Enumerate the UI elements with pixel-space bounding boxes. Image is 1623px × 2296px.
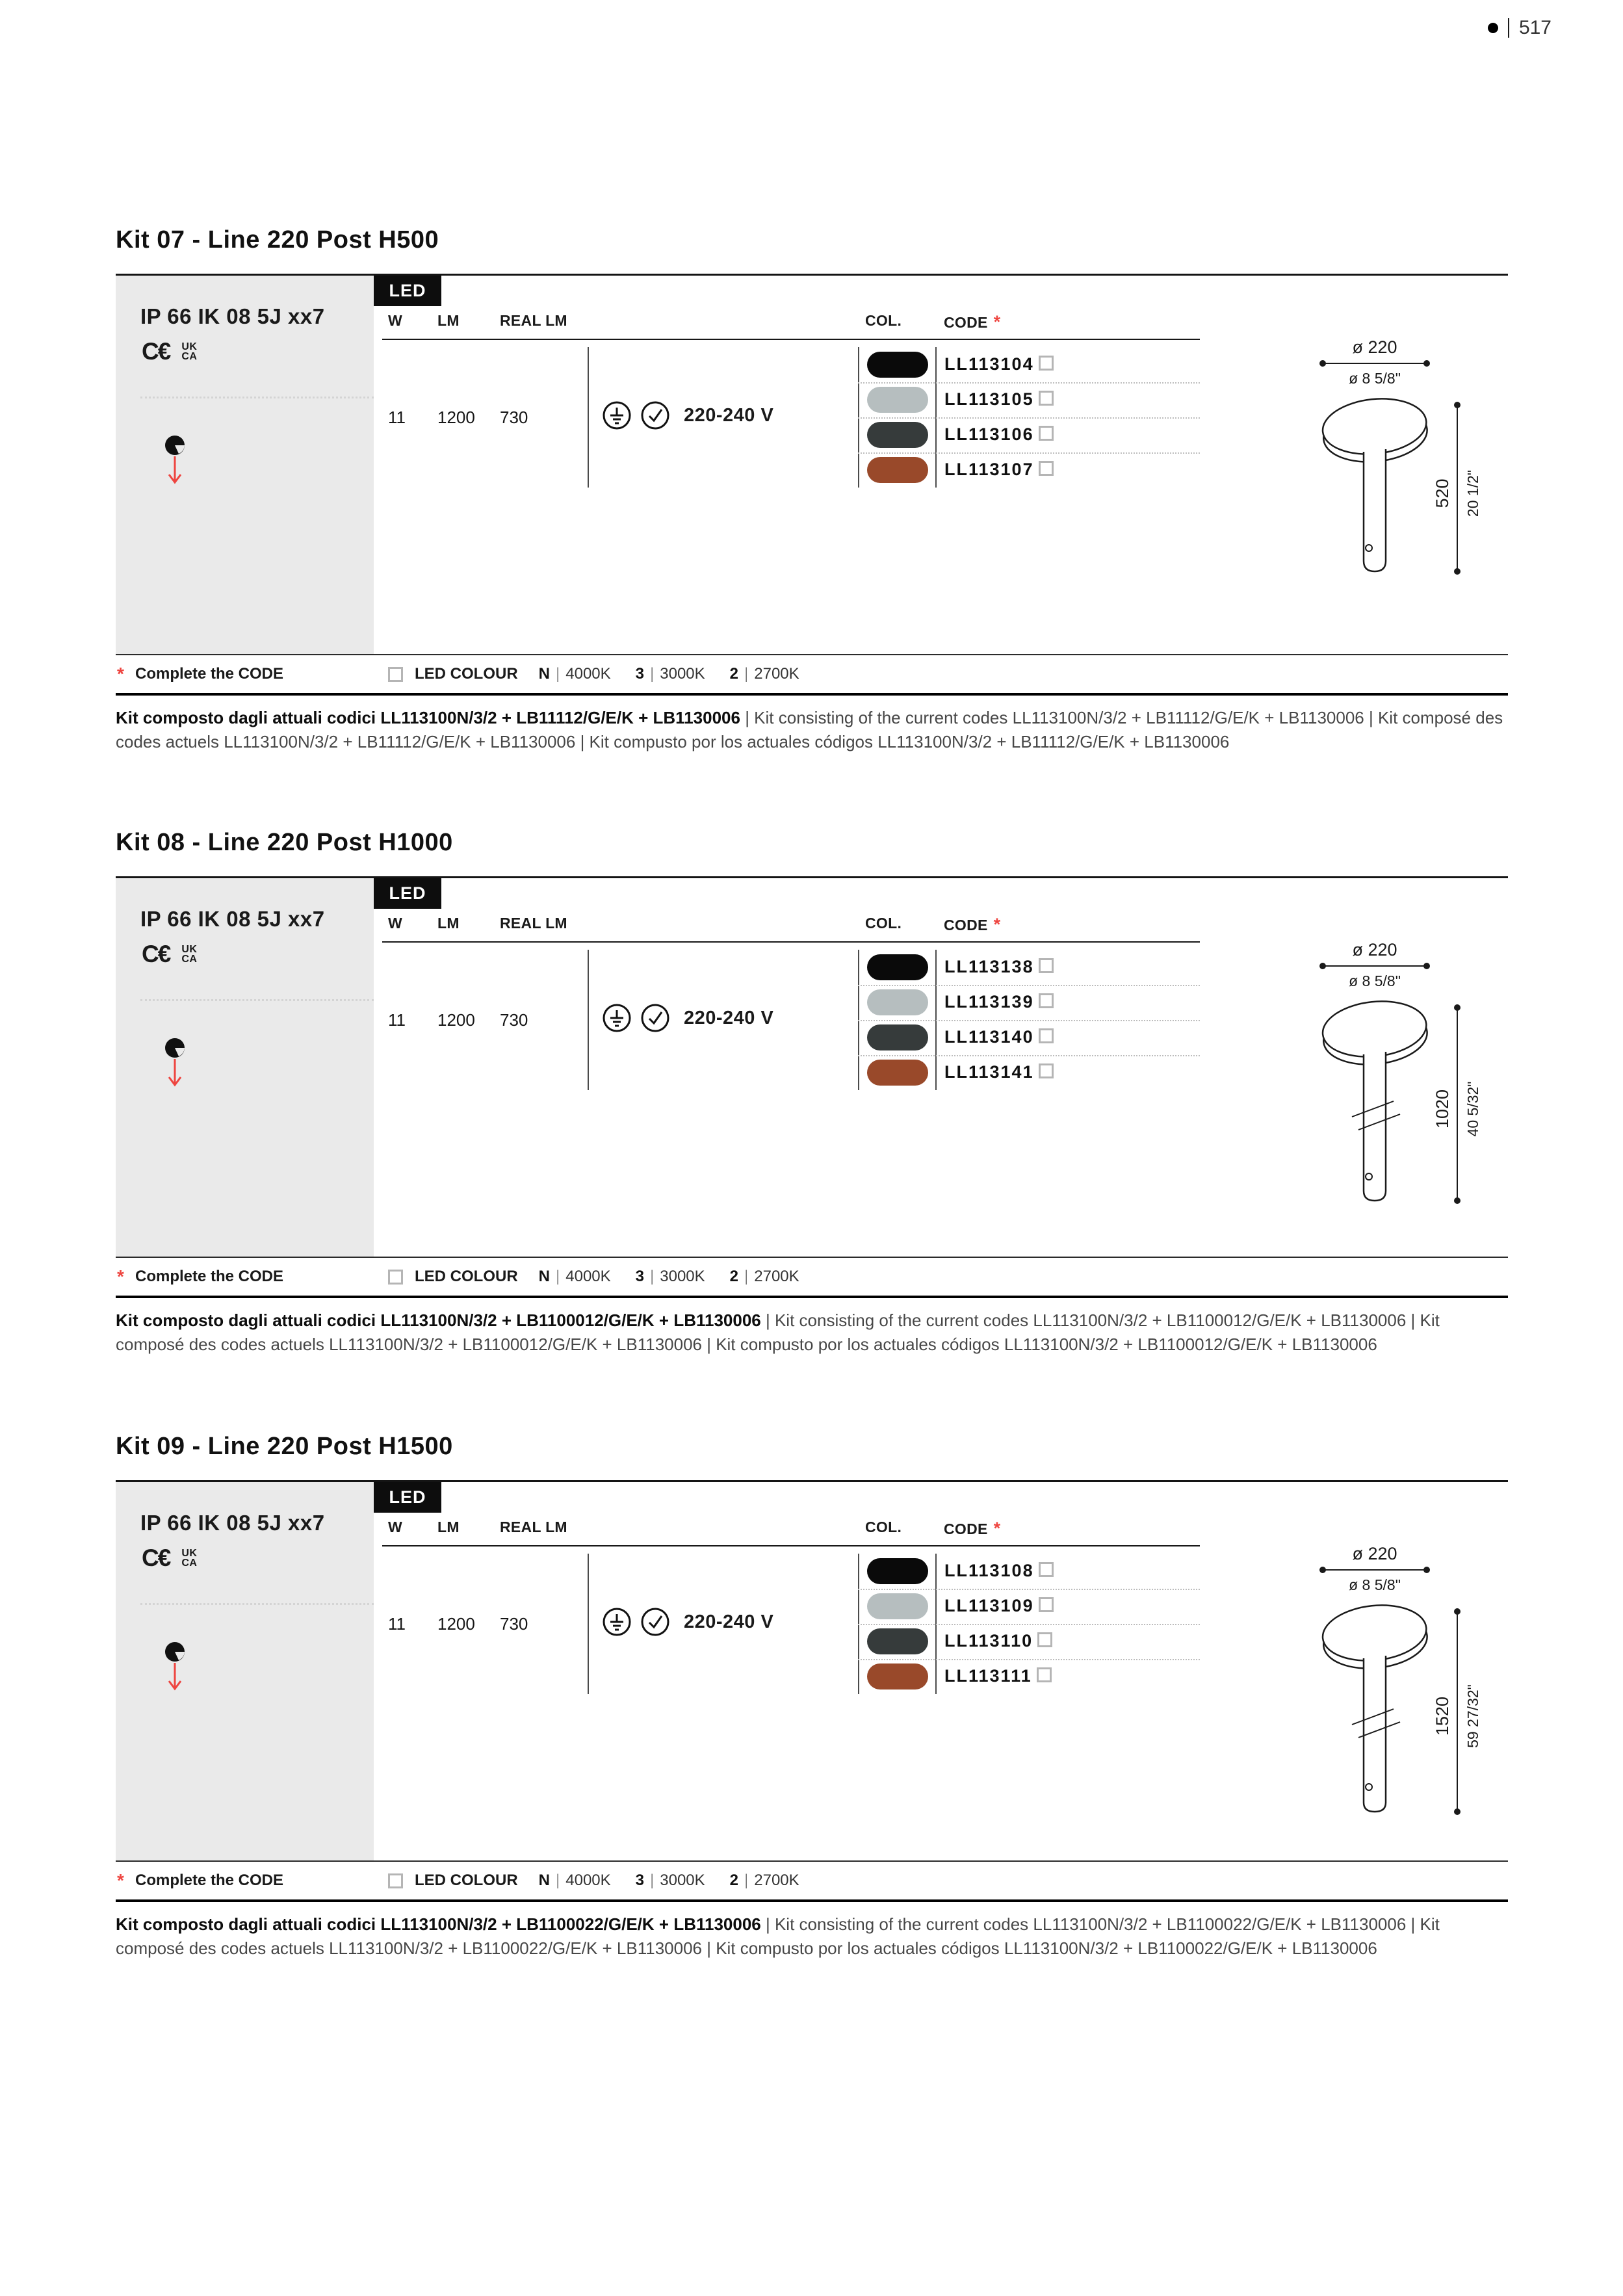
product-code: LL113108 — [944, 1561, 1054, 1581]
col-header-lm: LM — [437, 312, 460, 329]
divider — [858, 417, 1200, 419]
col-header-w: W — [388, 312, 403, 329]
led-badge: LED — [374, 878, 441, 909]
product-code: LL113109 — [944, 1596, 1054, 1616]
colour-option: 3 | 3000K — [635, 1872, 705, 1889]
col-header-colour: COL. — [865, 1519, 902, 1535]
dimension-drawing — [1293, 940, 1508, 1223]
complete-code-bar — [116, 654, 1508, 696]
divider — [1508, 18, 1509, 38]
colour-swatch — [867, 954, 928, 980]
colour-swatch — [867, 422, 928, 448]
led-colour-label: LED COLOUR — [415, 665, 518, 683]
product-code: LL113110 — [944, 1631, 1052, 1651]
code-placeholder-box — [1039, 1562, 1054, 1577]
voltage: 220-240 V — [684, 404, 774, 426]
colour-option: 3 | 3000K — [635, 665, 705, 683]
colour-swatch — [867, 352, 928, 378]
real-lumen-value: 730 — [500, 1614, 528, 1634]
colour-swatch — [867, 1024, 928, 1050]
variant-row — [858, 1020, 1202, 1055]
kit-09-section — [116, 1432, 1508, 1961]
required-asterisk: * — [993, 915, 1001, 934]
variant-row — [858, 1055, 1202, 1090]
variant-row — [858, 1624, 1202, 1659]
approval-check-icon — [640, 400, 670, 430]
class1-earth-icon — [602, 1607, 632, 1637]
divider — [140, 999, 374, 1001]
variant-row — [858, 1589, 1202, 1624]
code-placeholder-box — [1039, 426, 1054, 441]
height-in-label: 20 1/2" — [1464, 469, 1481, 517]
product-code: LL113141 — [944, 1062, 1054, 1082]
col-header-real-lm: REAL LM — [500, 1519, 567, 1535]
kit-title: Kit 09 - Line 220 Post H1500 — [116, 1433, 453, 1460]
kit-description: Kit composto dagli attuali codici LL113100N/3/2 + LB1100012/G/E/K + LB1130006 | Kit consisting of the current codes LL113100N/3/2 + LB1100012/G/E/K + LB1130006 | Kit composé des codes actuels LL113100N/3/2 + LB1100012/G/E/K + LB1130006 | Kit compusto por los actuales códigos LL113100N/3/2 + LB1100012/G/E/K + LB1130006 — [116, 1311, 1440, 1354]
code-placeholder-box — [1039, 1597, 1054, 1612]
divider — [858, 985, 1200, 986]
wattage-value: 11 — [388, 1010, 406, 1030]
colour-option: 2 | 2700K — [729, 665, 799, 683]
wattage-value: 11 — [388, 1614, 406, 1634]
led-colour-label: LED COLOUR — [415, 1872, 518, 1889]
spec-table — [116, 876, 1508, 1257]
required-asterisk: * — [993, 1519, 1001, 1538]
voltage: 220-240 V — [684, 1611, 774, 1632]
ukca-mark-icon: UK CA — [181, 1548, 198, 1569]
led-colour-options — [388, 1872, 815, 1890]
height-mm-label: 1020 — [1433, 1089, 1452, 1129]
colour-swatch — [867, 1628, 928, 1654]
kit-07-section — [116, 226, 1508, 754]
kit-title: Kit 07 - Line 220 Post H500 — [116, 226, 439, 254]
divider — [858, 1020, 1200, 1021]
colour-swatch — [867, 1558, 928, 1584]
led-badge: LED — [374, 1482, 441, 1513]
electrical-info — [602, 1003, 773, 1033]
product-code: LL113107 — [944, 460, 1054, 480]
led-badge: LED — [374, 276, 441, 306]
class1-earth-icon — [602, 1003, 632, 1033]
complete-code-bar — [116, 1860, 1508, 1902]
code-placeholder-box — [1039, 958, 1054, 973]
complete-code-bar — [116, 1257, 1508, 1298]
kit-description: Kit composto dagli attuali codici LL113100N/3/2 + LB11112/G/E/K + LB1130006 | Kit consisting of the current codes LL113100N/3/2 + LB11112/G/E/K + LB1130006 | Kit composé des codes actuels LL113100N/3/2 + LB11112/G/E/K + LB1130006 | Kit compusto por los actuales códigos LL113100N/3/2 + LB11112/G/E/K + LB1130006 — [116, 708, 1503, 751]
approval-check-icon — [640, 1607, 670, 1637]
colour-option: N | 4000K — [538, 1268, 611, 1285]
col-header-code: CODE * — [944, 312, 1001, 332]
real-lumen-value: 730 — [500, 408, 528, 427]
required-asterisk: * — [117, 664, 124, 684]
page-header — [1488, 17, 1552, 39]
rating-panel — [116, 1482, 374, 1860]
product-code: LL113139 — [944, 992, 1054, 1012]
page-number: 517 — [1518, 17, 1552, 38]
code-placeholder-box — [1039, 391, 1054, 406]
variant-row — [858, 985, 1202, 1020]
ukca-mark-icon: UK CA — [181, 341, 198, 362]
diameter-in-label: ø 8 5/8" — [1349, 972, 1401, 989]
colour-option: 3 | 3000K — [635, 1268, 705, 1285]
diameter-in-label: ø 8 5/8" — [1349, 1576, 1401, 1593]
height-mm-label: 1520 — [1433, 1696, 1452, 1736]
colour-option: 2 | 2700K — [729, 1872, 799, 1889]
product-code: LL113138 — [944, 957, 1054, 977]
code-placeholder-box — [388, 667, 403, 682]
colour-swatch — [867, 1060, 928, 1086]
lumen-value: 1200 — [437, 1010, 475, 1030]
rating-panel — [116, 276, 374, 654]
col-header-colour: COL. — [865, 915, 902, 932]
col-header-real-lm: REAL LM — [500, 312, 567, 329]
colour-swatch — [867, 387, 928, 413]
section-dot-icon — [1488, 23, 1498, 33]
height-in-label: 40 5/32" — [1464, 1081, 1481, 1137]
ip-rating: IP 66 IK 08 5J xx7 — [140, 304, 325, 328]
product-code: LL113104 — [944, 354, 1054, 374]
diameter-mm-label: ø 220 — [1352, 940, 1397, 959]
required-asterisk: * — [117, 1266, 124, 1286]
colour-option: 2 | 2700K — [729, 1268, 799, 1285]
variant-row — [858, 1554, 1202, 1589]
code-placeholder-box — [1039, 1063, 1054, 1078]
electrical-info — [602, 400, 773, 430]
code-placeholder-box — [1039, 461, 1054, 476]
divider — [588, 1554, 589, 1694]
product-code: LL113111 — [944, 1666, 1052, 1686]
direct-light-icon — [162, 1037, 187, 1095]
product-code: LL113106 — [944, 424, 1054, 445]
variant-row — [858, 347, 1202, 382]
led-colour-options — [388, 1268, 815, 1286]
divider — [858, 452, 1200, 454]
colour-swatch — [867, 1593, 928, 1619]
colour-swatch — [867, 1663, 928, 1689]
variant-row — [858, 417, 1202, 452]
divider — [382, 941, 1200, 943]
class1-earth-icon — [602, 400, 632, 430]
divider — [858, 1624, 1200, 1625]
electrical-info — [602, 1607, 773, 1637]
direct-light-icon — [162, 434, 187, 493]
complete-code-label: Complete the CODE — [135, 1872, 284, 1889]
height-in-label: 59 27/32" — [1464, 1684, 1481, 1748]
divider — [858, 382, 1200, 384]
ce-mark-icon: C€ — [142, 941, 170, 967]
rating-panel — [116, 878, 374, 1257]
col-header-w: W — [388, 1519, 403, 1535]
voltage: 220-240 V — [684, 1007, 774, 1028]
col-header-w: W — [388, 915, 403, 932]
height-mm-label: 520 — [1433, 478, 1452, 508]
product-code: LL113105 — [944, 389, 1054, 410]
product-code: LL113140 — [944, 1027, 1054, 1047]
diameter-mm-label: ø 220 — [1352, 337, 1397, 357]
colour-swatch — [867, 457, 928, 483]
required-asterisk: * — [117, 1870, 124, 1890]
col-header-lm: LM — [437, 915, 460, 932]
divider — [858, 1589, 1200, 1590]
kit-title: Kit 08 - Line 220 Post H1000 — [116, 829, 453, 856]
lumen-value: 1200 — [437, 1614, 475, 1634]
col-header-code: CODE * — [944, 1519, 1001, 1538]
approval-check-icon — [640, 1003, 670, 1033]
code-placeholder-box — [388, 1270, 403, 1285]
led-colour-label: LED COLOUR — [415, 1268, 518, 1285]
diameter-mm-label: ø 220 — [1352, 1544, 1397, 1563]
certification-marks — [142, 941, 197, 968]
code-placeholder-box — [1037, 1667, 1052, 1682]
ce-mark-icon: C€ — [142, 1545, 170, 1571]
divider — [382, 1545, 1200, 1546]
complete-code-label: Complete the CODE — [135, 665, 284, 683]
spec-table — [116, 1480, 1508, 1860]
ip-rating: IP 66 IK 08 5J xx7 — [140, 1511, 325, 1535]
colour-option: N | 4000K — [538, 665, 611, 683]
ce-mark-icon: C€ — [142, 338, 170, 365]
colour-swatch — [867, 989, 928, 1015]
divider — [588, 950, 589, 1090]
certification-marks — [142, 338, 197, 365]
divider — [588, 347, 589, 488]
dimension-drawing — [1293, 337, 1508, 591]
code-placeholder-box — [1039, 993, 1054, 1008]
ip-rating: IP 66 IK 08 5J xx7 — [140, 907, 325, 931]
code-placeholder-box — [388, 1873, 403, 1888]
col-header-real-lm: REAL LM — [500, 915, 567, 932]
complete-code-label: Complete the CODE — [135, 1268, 284, 1285]
spec-table — [116, 274, 1508, 654]
ukca-mark-icon: UK CA — [181, 944, 198, 965]
dimension-drawing — [1293, 1544, 1508, 1827]
required-asterisk: * — [993, 312, 1001, 332]
variant-row — [858, 452, 1202, 488]
lumen-value: 1200 — [437, 408, 475, 427]
colour-option: N | 4000K — [538, 1872, 611, 1889]
variant-row — [858, 1659, 1202, 1694]
direct-light-icon — [162, 1641, 187, 1699]
divider — [140, 397, 374, 398]
divider — [140, 1603, 374, 1605]
kit-08-section — [116, 828, 1508, 1357]
col-header-lm: LM — [437, 1519, 460, 1535]
col-header-colour: COL. — [865, 312, 902, 329]
diameter-in-label: ø 8 5/8" — [1349, 370, 1401, 387]
divider — [382, 339, 1200, 340]
code-placeholder-box — [1039, 1028, 1054, 1043]
divider — [858, 1659, 1200, 1660]
real-lumen-value: 730 — [500, 1010, 528, 1030]
kit-description: Kit composto dagli attuali codici LL113100N/3/2 + LB1100022/G/E/K + LB1130006 | Kit consisting of the current codes LL113100N/3/2 + LB1100022/G/E/K + LB1130006 | Kit composé des codes actuels LL113100N/3/2 + LB1100022/G/E/K + LB1130006 | Kit compusto por los actuales códigos LL113100N/3/2 + LB1100022/G/E/K + LB1130006 — [116, 1914, 1440, 1958]
wattage-value: 11 — [388, 408, 406, 427]
divider — [858, 1055, 1200, 1056]
led-colour-options — [388, 665, 815, 683]
code-placeholder-box — [1037, 1632, 1052, 1647]
variant-row — [858, 382, 1202, 417]
certification-marks — [142, 1545, 197, 1572]
variant-row — [858, 950, 1202, 985]
code-placeholder-box — [1039, 356, 1054, 371]
col-header-code: CODE * — [944, 915, 1001, 934]
